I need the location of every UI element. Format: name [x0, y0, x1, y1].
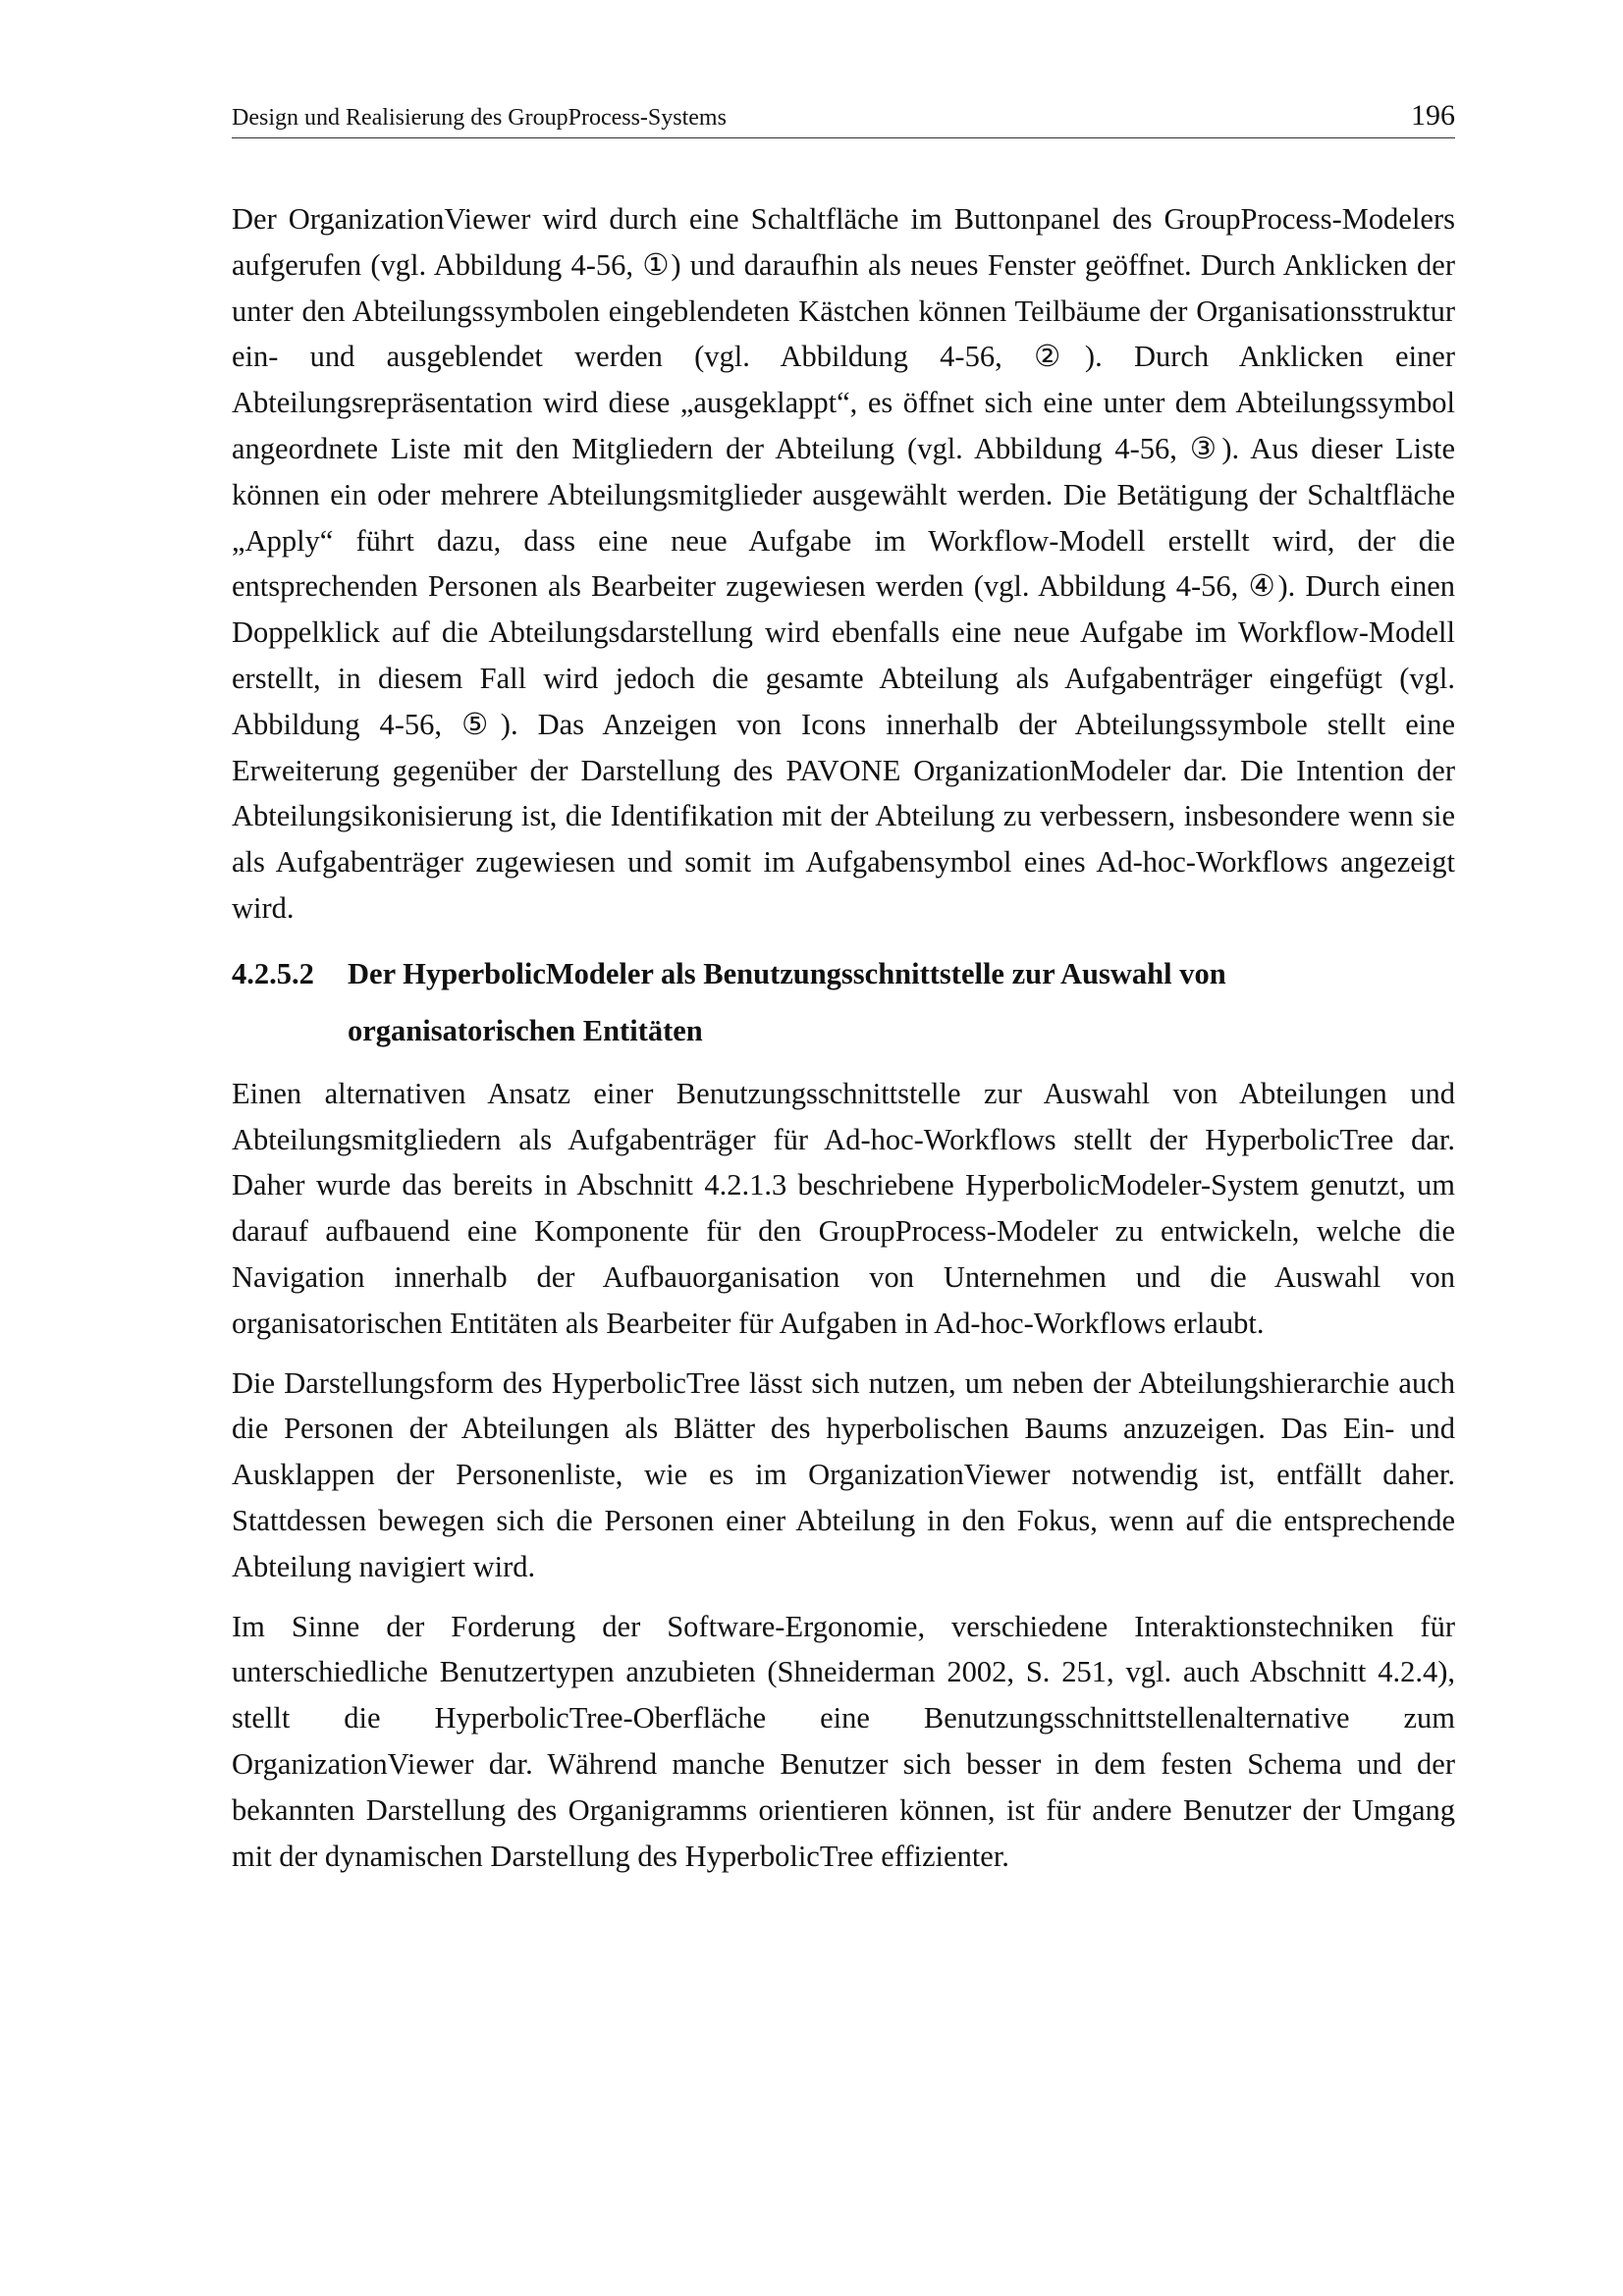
section-title: Der HyperbolicModeler als Benutzungsschnittstelle zur Auswahl von organisatorischen Entitäten: [348, 956, 1226, 1047]
paragraph-organization-viewer: Der OrganizationViewer wird durch eine Schaltfläche im Buttonpanel des GroupProcess-Modelers aufgerufen (vgl. Abbildung 4-56, ①) und daraufhin als neues Fenster geöffnet. Durch Anklicken der unter den Abteilungssymbolen eingeblendeten Kästchen können Teilbäume der Organisationsstruktur ein- und ausgeblendet werden (vgl. Abbildung 4-56, ②). Durch Anklicken einer Abteilungsrepräsentation wird diese „ausgeklappt“, es öffnet sich eine unter dem Abteilungssymbol angeordnete Liste mit den Mitgliedern der Abteilung (vgl. Abbildung 4-56, ③). Aus dieser Liste können ein oder mehrere Abteilungsmitglieder ausgewählt werden. Die Betätigung der Schaltfläche „Apply“ führt dazu, dass eine neue Aufgabe im Workflow-Modell erstellt wird, der die entsprechenden Personen als Bearbeiter zugewiesen werden (vgl. Abbildung 4-56, ④). Durch einen Doppelklick auf die Abteilungsdarstellung wird ebenfalls eine neue Aufgabe im Workflow-Modell erstellt, in diesem Fall wird jedoch die gesamte Abteilung als Aufgabenträger eingefügt (vgl. Abbildung 4-56, ⑤). Das Anzeigen von Icons innerhalb der Abteilungssymbole stellt eine Erweiterung gegenüber der Darstellung des PAVONE OrganizationModeler dar. Die Intention der Abteilungsikonisierung ist, die Identifikation mit der Abteilung zu verbessern, insbesondere wenn sie als Aufgabenträger zugewiesen und somit im Aufgabensymbol eines Ad-hoc-Workflows angezeigt wird.: [232, 202, 1455, 925]
body-text: [232, 196, 1455, 1893]
running-header: [232, 94, 1455, 138]
header-title: Design und Realisierung des GroupProcess-Systems: [232, 105, 727, 131]
section-heading: [232, 945, 1455, 1059]
page-number: 196: [1411, 99, 1455, 132]
paragraph-alternative-approach: Einen alternativen Ansatz einer Benutzungsschnittstelle zur Auswahl von Abteilungen und Abteilungsmitgliedern als Aufgabenträger für Ad-hoc-Workflows stellt der HyperbolicTree dar. Daher wurde das bereits in Abschnitt 4.2.1.3 beschriebene HyperbolicModeler-System genutzt, um darauf aufbauend eine Komponente für den GroupProcess-Modeler zu entwickeln, welche die Navigation innerhalb der Aufbauorganisation von Unternehmen und die Auswahl von organisatorischen Entitäten als Bearbeiter für Aufgaben in Ad-hoc-Workflows erlaubt.: [232, 1076, 1455, 1340]
paragraph-representation-form: Die Darstellungsform des HyperbolicTree lässt sich nutzen, um neben der Abteilungshierarchie auch die Personen der Abteilungen als Blätter des hyperbolischen Baums anzuzeigen. Das Ein- und Ausklappen der Personenliste, wie es im OrganizationViewer notwendig ist, entfällt daher. Stattdessen bewegen sich die Personen einer Abteilung in den Fokus, wenn auf die entsprechende Abteilung navigiert wird.: [232, 1365, 1455, 1583]
section-number: 4.2.5.2: [232, 956, 314, 990]
paragraph-software-ergonomics: Im Sinne der Forderung der Software-Ergonomie, verschiedene Interaktionstechniken für unterschiedliche Benutzertypen anzubieten (Shneiderman 2002, S. 251, vgl. auch Abschnitt 4.2.4), stellt die HyperbolicTree-Oberfläche eine Benutzungsschnittstellenalternative zum OrganizationViewer dar. Während manche Benutzer sich besser in dem festen Schema und der bekannten Darstellung des Organigramms orientieren können, ist für andere Benutzer der Umgang mit der dynamischen Darstellung des HyperbolicTree effizienter.: [232, 1609, 1455, 1873]
